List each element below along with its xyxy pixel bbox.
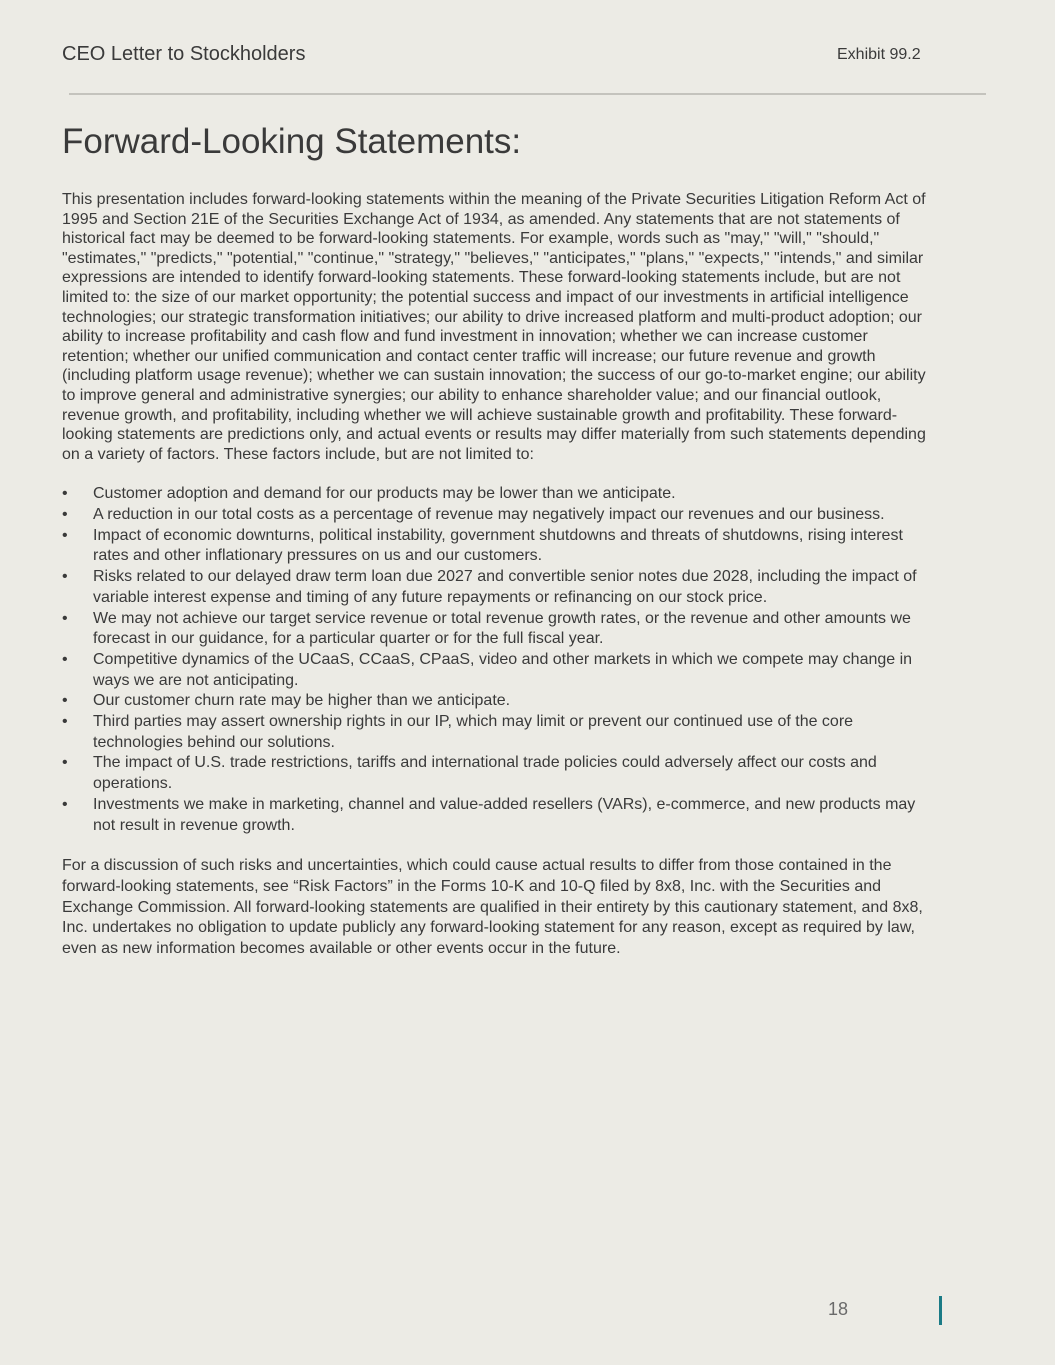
list-item [62, 567, 934, 608]
footer-accent-bar [939, 1296, 942, 1325]
list-item [62, 795, 934, 836]
risk-item-text: Risks related to our delayed draw term loan due 2027 and convertible senior notes due 2028, including the impact of variable interest expense and timing of any future repayments or refinancing on our stock price. [93, 568, 917, 606]
list-item [62, 526, 934, 567]
page-title: Forward-Looking Statements: [62, 122, 522, 161]
header-divider [69, 93, 986, 95]
intro-paragraph: This presentation includes forward-looking statements within the meaning of the Private Securities Litigation Reform Act of 1995 and Section 21E of the Securities Exchange Act of 1934, as amended. Any statements that are not statements of historical fact may be deemed to be forward-looking statements. For example, words such as "may," "will," "should," "estimates," "predicts," "potential," "continue," "strategy," "believes," "anticipates," "plans," "expects," "intends," and similar expressions are intended to identify forward-looking statements. These forward-looking statements include, but are not limited to: the size of our market opportunity; the potential success and impact of our investments in artificial intelligence technologies; our strategic transformation initiatives; our ability to drive increased platform and multi-product adoption; our ability to increase profitability and cash flow and fund investment in innovation; whether we can increase customer retention; whether our unified communication and contact center traffic will increase; our future revenue and growth (including platform usage revenue); whether we can sustain innovation; the success of our go-to-market engine; our ability to improve general and administrative synergies; our ability to enhance shareholder value; and our financial outlook, revenue growth, and profitability, including whether we will achieve sustainable growth and profitability. These forward-looking statements are predictions only, and actual events or results may differ materially from such statements depending on a variety of factors. These factors include, but are not limited to: [62, 191, 926, 463]
list-item [62, 505, 934, 526]
risk-item-text: A reduction in our total costs as a percentage of revenue may negatively impact our revenues and our business. [93, 506, 885, 524]
page-number: 18 [828, 1299, 849, 1319]
risk-item-text: The impact of U.S. trade restrictions, tariffs and international trade policies could adversely affect our costs and operations. [93, 754, 877, 793]
risk-item-text: Impact of economic downturns, political instability, government shutdowns and threats of shutdowns, rising interest rates and other inflationary pressures on us and our customers. [93, 526, 903, 565]
bullet-icon: • [62, 609, 68, 627]
bullet-icon: • [62, 795, 68, 813]
list-item [62, 609, 934, 650]
bullet-icon: • [62, 485, 68, 503]
risk-item-text: Third parties may assert ownership rights in our IP, which may limit or prevent our continued use of the core technologies behind our solutions. [93, 713, 854, 751]
bullet-icon: • [62, 506, 68, 524]
closing-paragraph: For a discussion of such risks and uncertainties, which could cause actual results to differ from those contained in the forward-looking statements, see “Risk Factors” in the Forms 10-K and 10-Q filed by 8x8, Inc. with the Securities and Exchange Commission. All forward-looking statements are qualified in their entirety by this cautionary statement, and 8x8, Inc. undertakes no obligation to update publicly any forward-looking statement for any reason, except as required by law, even as new information becomes available or other events occur in the future. [62, 857, 923, 958]
risk-item-text: Our customer churn rate may be higher than we anticipate. [93, 692, 511, 710]
exhibit-label: Exhibit 99.2 [837, 46, 921, 63]
list-item [62, 753, 934, 794]
bullet-icon: • [62, 650, 68, 668]
risk-item-text: Competitive dynamics of the UCaaS, CCaaS, CPaaS, video and other markets in which we compete may change in ways we are not anticipating. [93, 650, 913, 689]
list-item [62, 691, 934, 712]
risk-item-text: Investments we make in marketing, channel and value-added resellers (VARs), e-commerce, and new products may not result in revenue growth. [93, 795, 916, 834]
bullet-icon: • [62, 754, 68, 772]
bullet-icon: • [62, 526, 68, 544]
list-item [62, 484, 934, 505]
document-header-title: CEO Letter to Stockholders [62, 43, 306, 65]
risk-item-text: Customer adoption and demand for our products may be lower than we anticipate. [93, 485, 676, 503]
document-body [62, 190, 934, 960]
risk-factor-list [62, 484, 934, 836]
risk-item-text: We may not achieve our target service revenue or total revenue growth rates, or the revenue and other amounts we forecast in our guidance, for a particular quarter or for the full fiscal year. [93, 609, 911, 648]
list-item [62, 650, 934, 691]
bullet-icon: • [62, 568, 68, 586]
bullet-icon: • [62, 692, 68, 710]
list-item [62, 712, 934, 753]
bullet-icon: • [62, 713, 68, 731]
